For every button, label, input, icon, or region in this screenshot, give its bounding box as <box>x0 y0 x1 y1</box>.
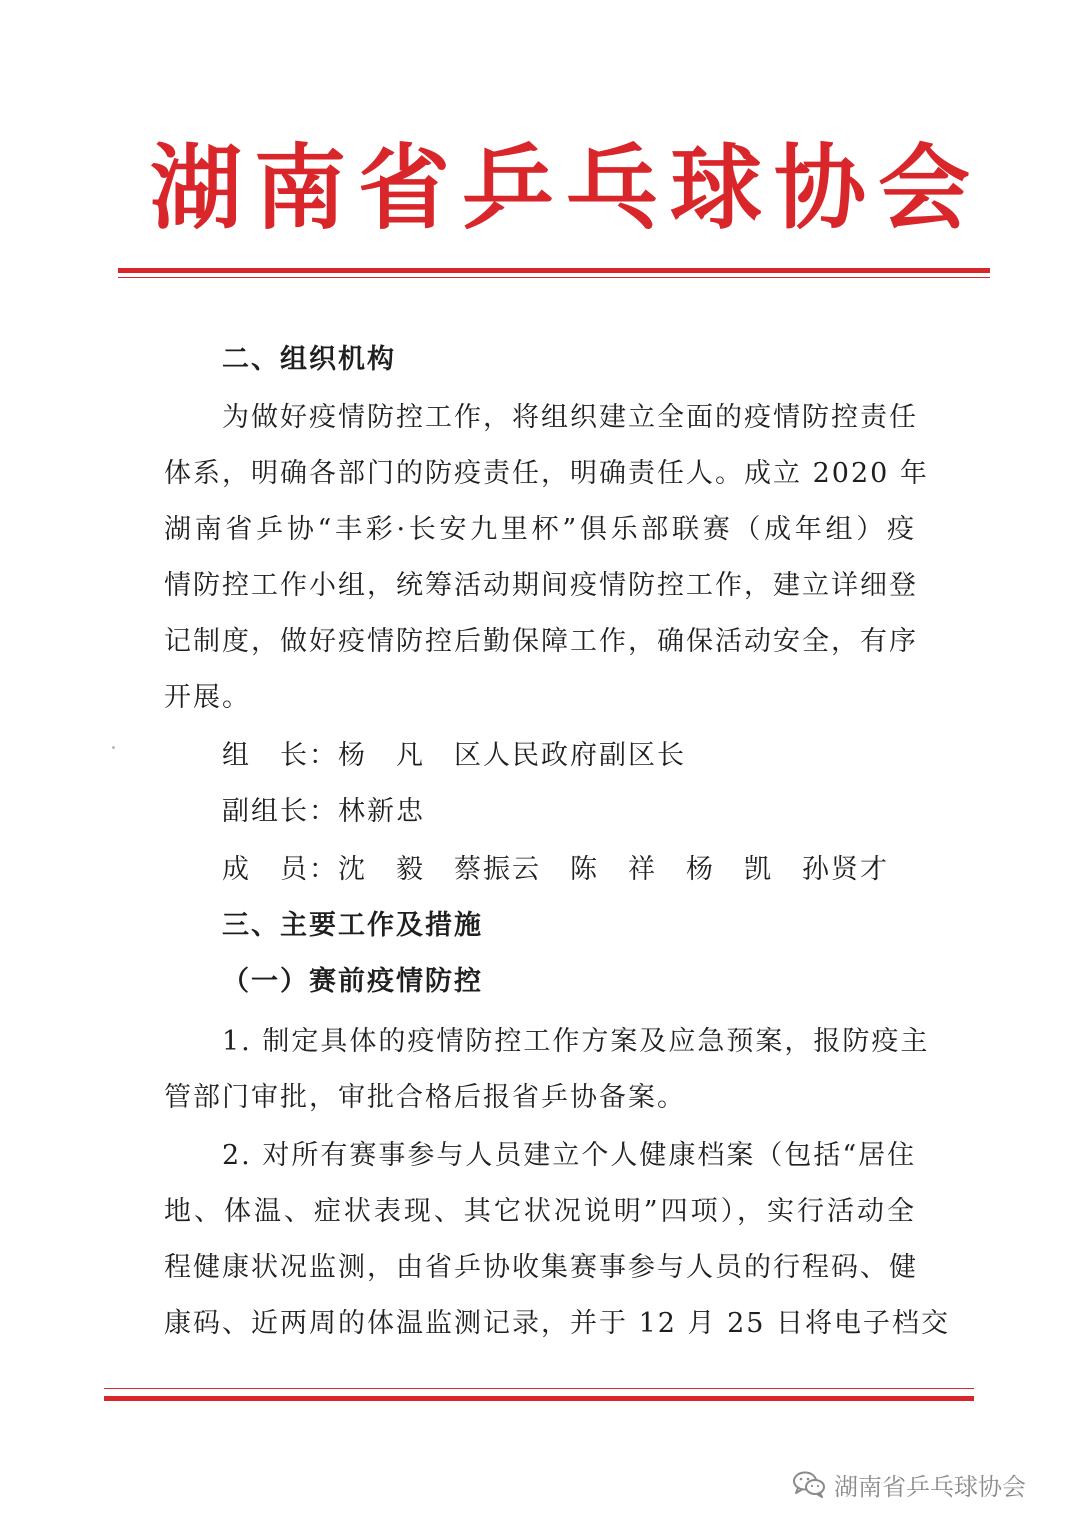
section-2-para-line: 开展。 <box>164 682 251 713</box>
section-2-heading: 二、组织机构 <box>222 344 396 375</box>
deputy-leader-line: 副组长：林新忠 <box>222 796 425 827</box>
letterhead-rule-thin <box>118 277 990 278</box>
section-2-para-line: 为做好疫情防控工作，将组织建立全面的疫情防控责任 <box>222 402 918 433</box>
item-2-line: 康码、近两周的体温监测记录，并于 12 月 25 日将电子档交 <box>164 1308 951 1339</box>
section-3-heading: 三、主要工作及措施 <box>222 910 483 941</box>
item-2-line: 2. 对所有赛事参与人员建立个人健康档案（包括“居住 <box>222 1140 917 1171</box>
footer-rule-thick <box>104 1396 974 1401</box>
footer-rule-thin <box>104 1388 974 1389</box>
scan-speck <box>112 746 115 749</box>
item-1-line: 管部门审批，审批合格后报省乒协备案。 <box>164 1082 686 1113</box>
section-2-para-line: 记制度，做好疫情防控后勤保障工作，确保活动安全，有序 <box>164 626 918 657</box>
letterhead-rule-thick <box>118 268 990 273</box>
section-2-para-line: 体系，明确各部门的防疫责任，明确责任人。成立 2020 年 <box>164 458 929 489</box>
subsection-1-heading: （一）赛前疫情防控 <box>222 966 483 997</box>
item-1-line: 1. 制定具体的疫情防控工作方案及应急预案，报防疫主 <box>222 1026 930 1057</box>
item-2-line: 地、体温、症状表现、其它状况说明”四项），实行活动全 <box>164 1196 916 1227</box>
wechat-icon <box>792 1470 826 1498</box>
item-2-line: 程健康状况监测，由省乒协收集赛事参与人员的行程码、健 <box>164 1252 918 1283</box>
watermark <box>792 1464 1026 1504</box>
section-2-para-line: 湖南省乒协“丰彩·长安九里杯”俱乐部联赛（成年组）疫 <box>164 514 916 545</box>
members-line: 成 员：沈 毅 蔡振云 陈 祥 杨 凯 孙贤才 <box>222 854 889 885</box>
section-2-para-line: 情防控工作小组，统筹活动期间疫情防控工作，建立详细登 <box>164 570 918 601</box>
watermark-text: 湖南省乒乓球协会 <box>834 1472 1026 1501</box>
team-leader-line: 组 长：杨 凡 区人民政府副区长 <box>222 740 686 771</box>
letterhead-title: 湖南省乒乓球协会 <box>150 134 983 242</box>
